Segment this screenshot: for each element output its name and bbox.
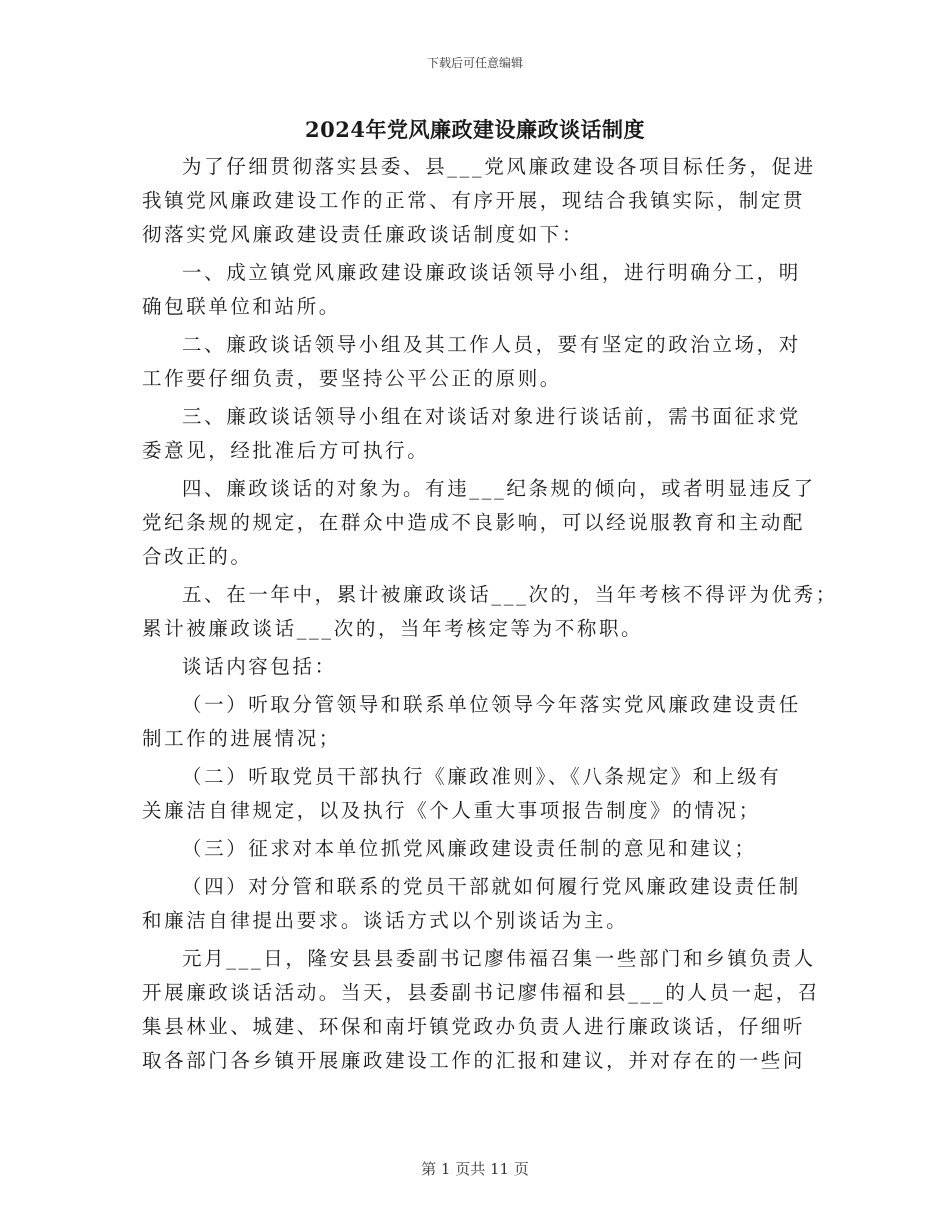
body-line: 谈话内容包括： (182, 655, 337, 678)
body-line: （三）征求对本单位抓党风廉政建设责任制的意见和建议； (182, 837, 757, 860)
body-line: 集县林业、城建、环保和南圩镇党政办负责人进行廉政谈话，仔细听 (142, 1015, 806, 1038)
body-line: 制工作的进展情况； (142, 727, 341, 750)
header-note: 下载后可任意编辑 (426, 56, 523, 70)
body-line: 合改正的。 (142, 545, 253, 568)
body-line: 和廉洁自律提出要求。谈话方式以个别谈话为主。 (142, 909, 629, 932)
body-line: 三、廉政谈话领导小组在对谈话对象进行谈话前，需书面征求党 (182, 405, 801, 428)
body-line: （一）听取分管领导和联系单位领导今年落实党风廉政建设责任 (182, 693, 801, 716)
body-line: （二）听取党员干部执行《廉政准则》、《八条规定》和上级有 (182, 765, 782, 788)
body-line: 元月___日，隆安县县委副书记廖伟福召集一些部门和乡镇负责人 (182, 947, 816, 970)
body-line: 为了仔细贯彻落实县委、县___党风廉政建设各项目标任务，促进 (182, 155, 816, 178)
body-line: 四、廉政谈话的对象为。有违___纪条规的倾向，或者明显违反了 (182, 477, 816, 500)
body-line: 开展廉政谈话活动。当天，县委副书记廖伟福和县___的人员一起，召 (142, 981, 820, 1004)
body-line: 五、在一年中，累计被廉政谈话___次的，当年考核不得评为优秀； (182, 583, 838, 606)
body-line: 委意见，经批准后方可执行。 (142, 439, 430, 462)
body-line: 累计被廉政谈话___次的，当年考核定等为不称职。 (142, 617, 644, 640)
body-line: 确包联单位和站所。 (142, 295, 341, 318)
body-line: 一、成立镇党风廉政建设廉政谈话领导小组，进行明确分工，明 (182, 261, 801, 284)
body-line: 党纪条规的规定，在群众中造成不良影响，可以经说服教育和主动配 (142, 511, 806, 534)
body-line: 取各部门各乡镇开展廉政建设工作的汇报和建议，并对存在的一些问 (142, 1049, 806, 1072)
document-title: 2024年党风廉政建设廉政谈话制度 (305, 117, 645, 142)
page-footer: 第 1 页共 11 页 (421, 1160, 529, 1178)
body-line: 我镇党风廉政建设工作的正常、有序开展，现结合我镇实际，制定贯 (142, 189, 806, 212)
body-line: 彻落实党风廉政建设责任廉政谈话制度如下： (142, 223, 585, 246)
body-line: 二、廉政谈话领导小组及其工作人员，要有坚定的政治立场，对 (182, 333, 801, 356)
body-line: 关廉洁自律规定，以及执行《个人重大事项报告制度》的情况； (142, 799, 761, 822)
body-line: （四）对分管和联系的党员干部就如何履行党风廉政建设责任制 (182, 875, 801, 898)
body-line: 工作要仔细负责，要坚持公平公正的原则。 (142, 367, 562, 390)
document-body (142, 150, 838, 1078)
